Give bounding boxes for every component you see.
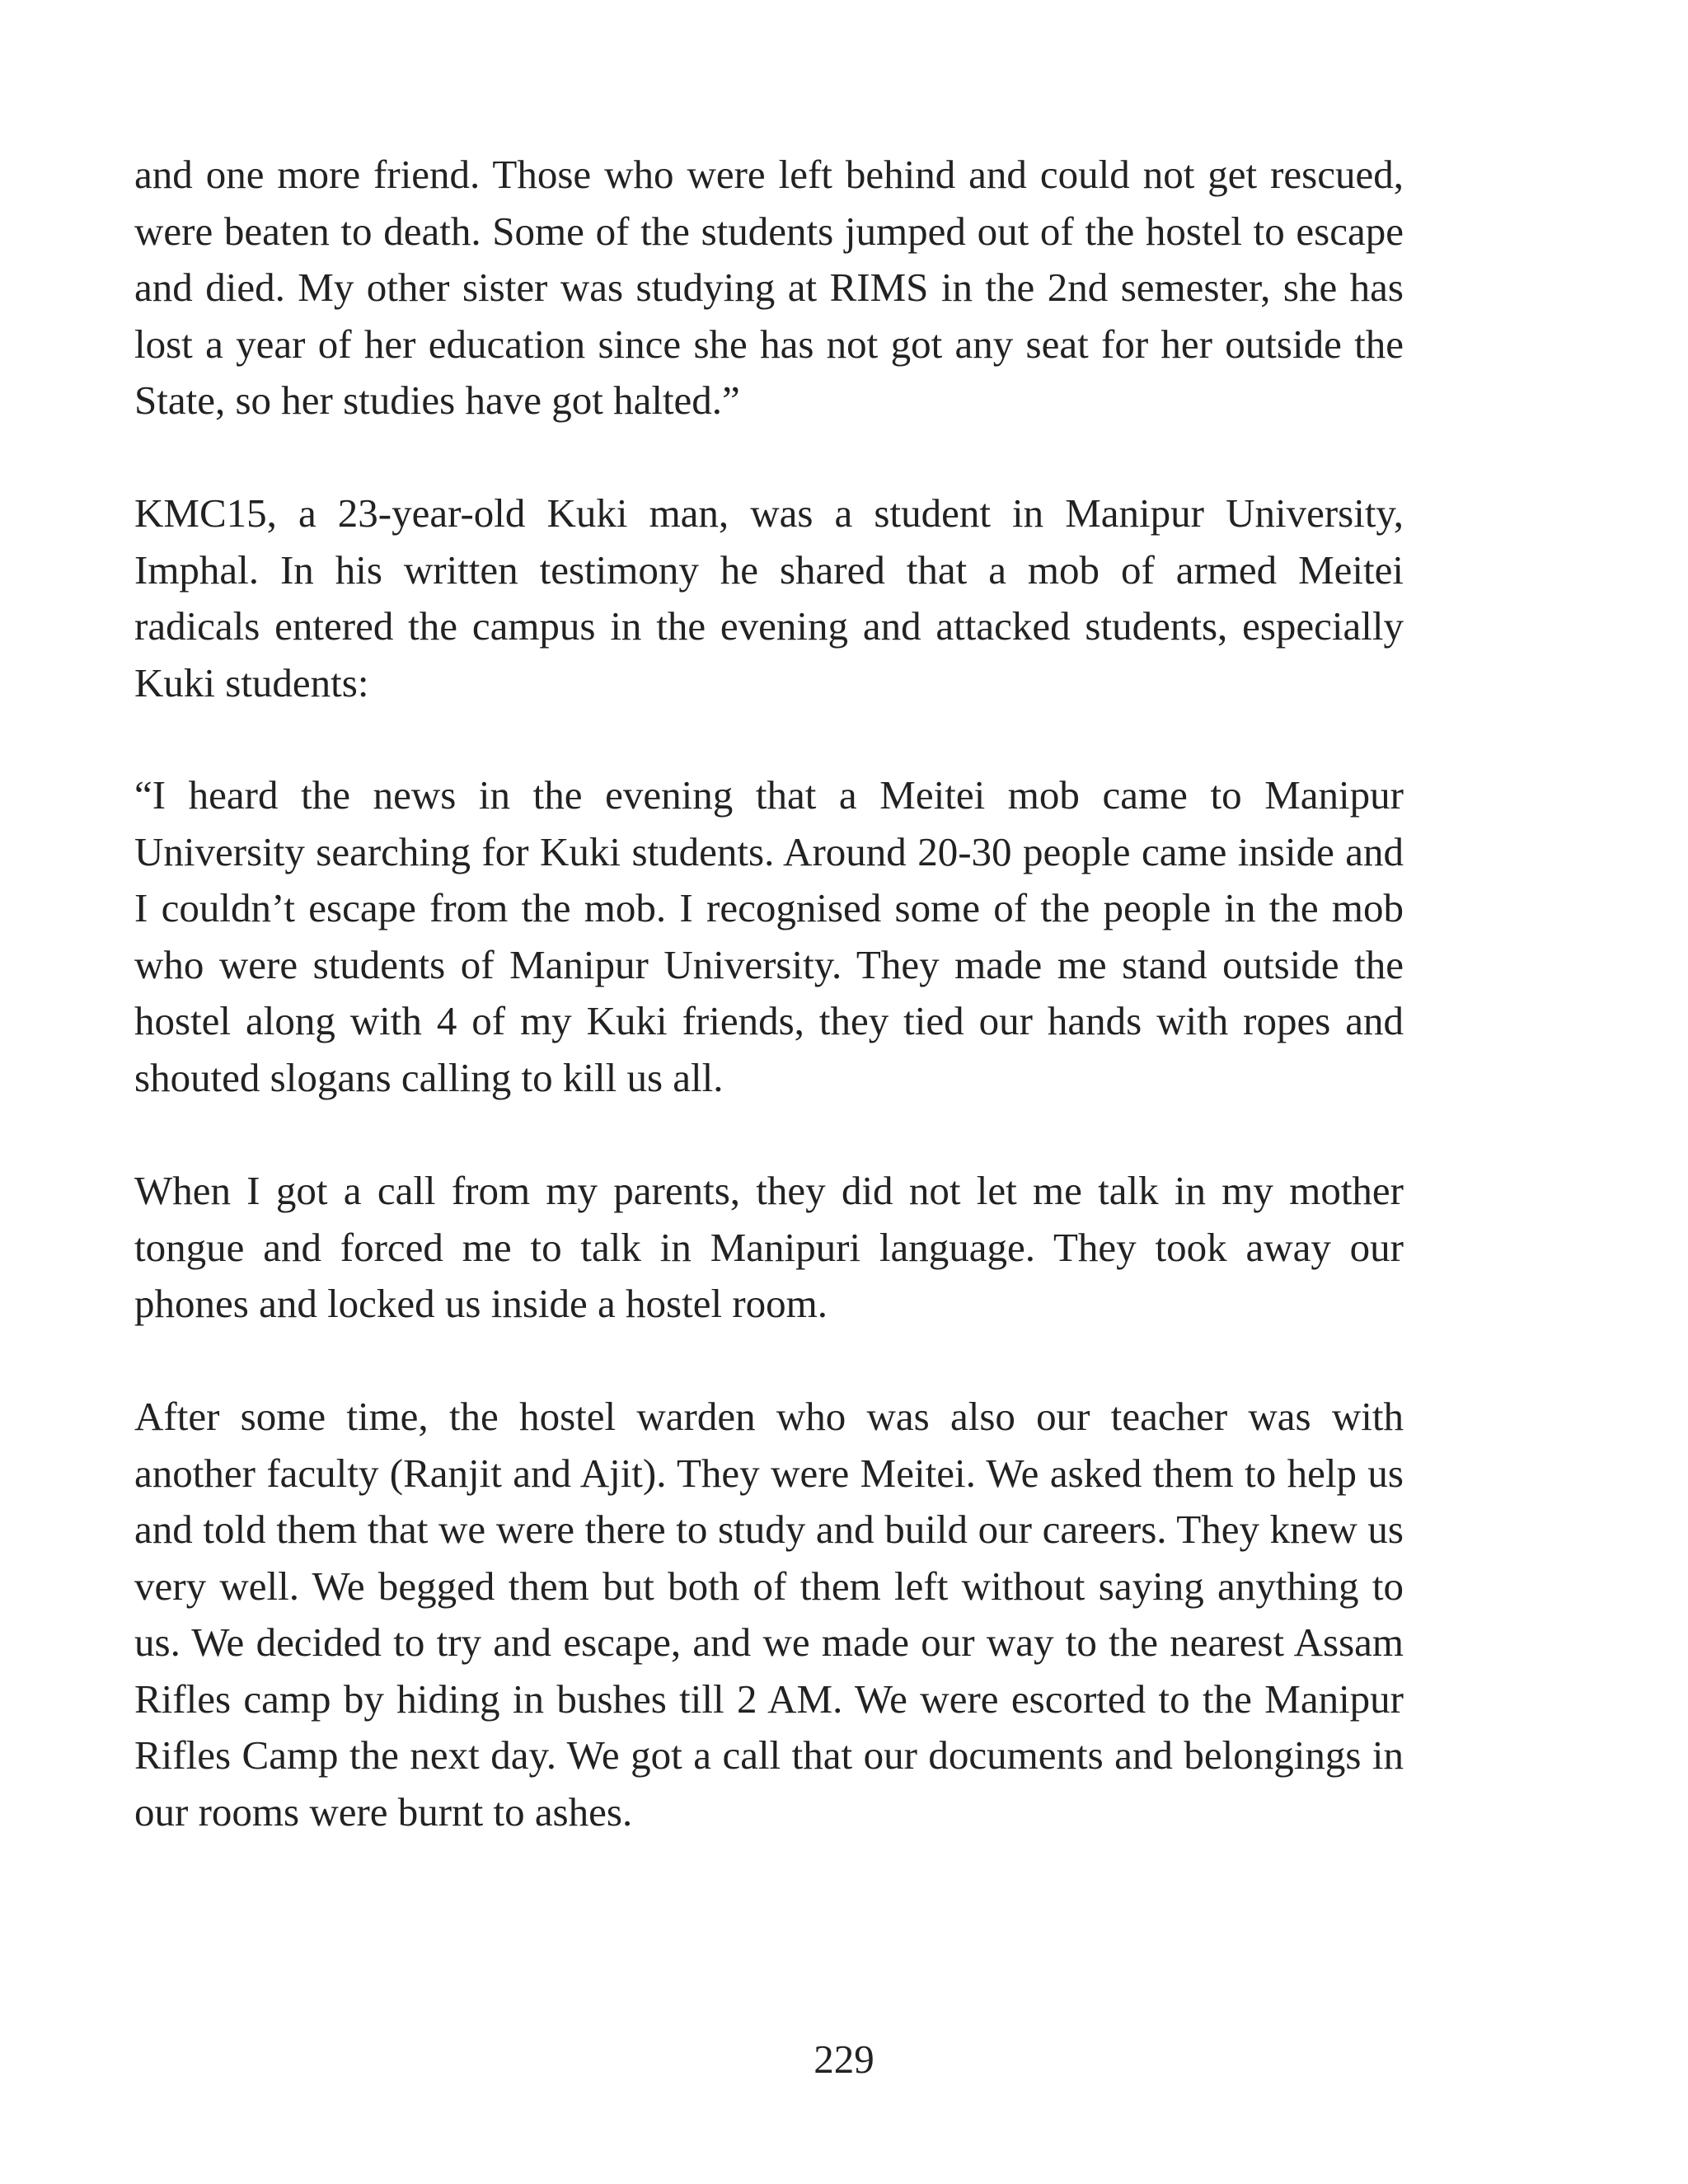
paragraph-continuation: and one more friend. Those who were left behind and could not get rescued, were beaten to death. Some of the students jumped out of the hostel to escape and died. My other sister was studying at RIMS in the 2nd semester, she has lost a year of her education since she has not got any seat for her outside the State, so her studies have got halted.” [134, 152, 1404, 423]
page-number: 229 [814, 2036, 874, 2082]
paragraph-testimony-mob: “I heard the news in the evening that a Meitei mob came to Manipur University searching for Kuki students. Around 20-30 people came inside and I couldn’t escape from the mob. I recognised some of the people in the mob who were students of Manipur University. They made me stand outside the hostel along with 4 of my Kuki friends, they tied our hands with ropes and shouted slogans calling to kill us all. [134, 772, 1404, 1100]
paragraph-testimony-escape: After some time, the hostel warden who was also our teacher was with another faculty (Ranjit and Ajit). They were Meitei. We asked them to help us and told them that we were there to study and build our careers. They knew us very well. We begged them but both of them left without saying anything to us. We decided to try and escape, and we made our way to the nearest Assam Rifles camp by hiding in bushes till 2 AM. We were escorted to the Manipur Rifles Camp the next day. We got a call that our documents and belongings in our rooms were burnt to ashes. [134, 1394, 1404, 1835]
paragraph-kmc15-intro: KMC15, a 23-year-old Kuki man, was a student in Manipur University, Imphal. In his written testimony he shared that a mob of armed Meitei radicals entered the campus in the evening and attacked students, especially Kuki students: [134, 490, 1404, 705]
paragraph-testimony-call: When I got a call from my parents, they did not let me talk in my mother tongue and forced me to talk in Manipuri language. They took away our phones and locked us inside a hostel room. [134, 1168, 1404, 1326]
